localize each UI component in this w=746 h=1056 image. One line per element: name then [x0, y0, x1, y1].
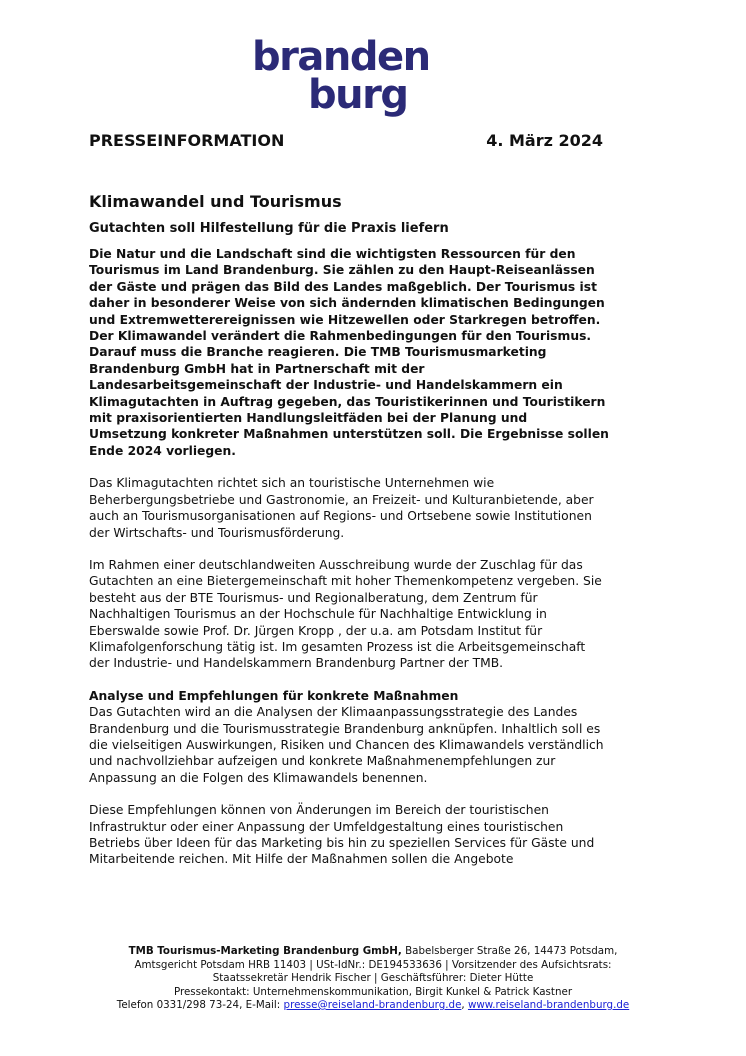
- article: [89, 192, 609, 868]
- footer-website-link[interactable]: www.reiseland-brandenburg.de: [467, 999, 630, 1011]
- footer-line-3: Staatssekretär Hendrik Fischer | Geschäftsführer: Dieter Hütte: [212, 972, 534, 984]
- paragraph-analysis: Das Gutachten wird an die Analysen der Klimaanpassungsstrategie des Landes Brandenburg und die Tourismusstrategie Brandenburg anknüpfen. Inhaltlich soll es die vielseitigen Auswirkungen, Risiken und Chancen des Klimawandels verständlich und nachvollziehbar aufzeigen und konkrete Maßnahmenempfehlungen zur Anpassung an die Folgen des Klimawandels benennen.: [89, 705, 604, 785]
- footer-separator: ,: [461, 999, 468, 1011]
- footer-phone: Telefon 0331/298 73-24, E-Mail:: [116, 999, 284, 1011]
- section-heading: Analyse und Empfehlungen für konkrete Maßnahmen: [89, 688, 459, 703]
- logo-line-2: burg: [308, 72, 408, 118]
- logo-line-1: branden: [252, 34, 430, 80]
- footer-line-4: Pressekontakt: Unternehmenskommunikation, Birgit Kunkel & Patrick Kastner: [173, 985, 573, 998]
- article-title: Klimawandel und Tourismus: [89, 192, 342, 211]
- footer-email-link[interactable]: presse@reiseland-brandenburg.de: [283, 999, 462, 1011]
- press-label: PRESSEINFORMATION: [89, 131, 285, 150]
- paragraph-target-groups: Das Klimagutachten richtet sich an touristische Unternehmen wie Beherbergungsbetriebe und Gastronomie, an Freizeit- und Kulturanbietende, aber auch an Tourismusorganisationen auf Regions- und Ortsebene sowie Institutionen der Wirtschafts- und Tourismusförderung.: [89, 476, 594, 540]
- footer: [80, 945, 666, 1013]
- article-subtitle: Gutachten soll Hilfestellung für die Praxis liefern: [89, 221, 449, 236]
- paragraph-consortium: Im Rahmen einer deutschlandweiten Ausschreibung wurde der Zuschlag für das Gutachten an eine Bietergemeinschaft mit hoher Themenkompetenz vergeben. Sie besteht aus der BTE Tourismus- und Regionalberatung, dem Zentrum für Nachhaltigen Tourismus an der Hochschule für Nachhaltige Entwicklung in Eberswalde sowie Prof. Dr. Jürgen Kropp , der u.a. am Potsdam Institut für Klimafolgenforschung tätig ist. Im gesamten Prozess ist die Arbeitsgemeinschaft der Industrie- und Handelskammern Brandenburg Partner der TMB.: [89, 557, 602, 671]
- lead-paragraph: Die Natur und die Landschaft sind die wichtigsten Ressourcen für den Tourismus im Land Brandenburg. Sie zählen zu den Haupt-Reiseanlässen der Gäste und prägen das Bild des Landes maßgeblich. Der Tourismus ist daher in besonderer Weise von sich ändernden klimatischen Bedingungen und Extremwetterereignissen wie Hitzewellen oder Starkregen betroffen. Der Klimawandel verändert die Rahmenbedingungen für den Tourismus. Darauf muss die Branche reagieren. Die TMB Tourismusmarketing Brandenburg GmbH hat in Partnerschaft mit der Landesarbeitsgemeinschaft der Industrie- und Handelskammern ein Klimagutachten in Auftrag gegeben, das Touristikerinnen und Touristikern mit praxisorientierten Handlungsleitfäden bei der Planung und Umsetzung konkreter Maßnahmen unterstützen soll. Die Ergebnisse sollen Ende 2024 vorliegen.: [89, 247, 609, 458]
- brandenburg-logo: [250, 30, 450, 118]
- brandenburg-logo-graphic: [250, 30, 450, 118]
- footer-line-1: [80, 945, 666, 959]
- paragraph-recommendations: Diese Empfehlungen können von Änderungen im Bereich der touristischen Infrastruktur oder einer Anpassung der Umfeldgestaltung eines touristischen Betriebs über Ideen für das Marketing bis hin zu speziellen Services für Gäste und Mitarbeitende reichen. Mit Hilfe der Maßnahmen sollen die Angebote: [89, 803, 595, 867]
- press-date: 4. März 2024: [486, 131, 603, 150]
- footer-line-2: Amtsgericht Potsdam HRB 11403 | USt-IdNr.: DE194533636 | Vorsitzender des Aufsichtsrats:: [134, 958, 612, 971]
- footer-company: TMB Tourismus-Marketing Brandenburg GmbH,: [128, 945, 402, 957]
- footer-address: Babelsberger Straße 26, 14473 Potsdam,: [401, 945, 618, 957]
- document-header: [89, 131, 603, 150]
- footer-line-5: [80, 999, 666, 1013]
